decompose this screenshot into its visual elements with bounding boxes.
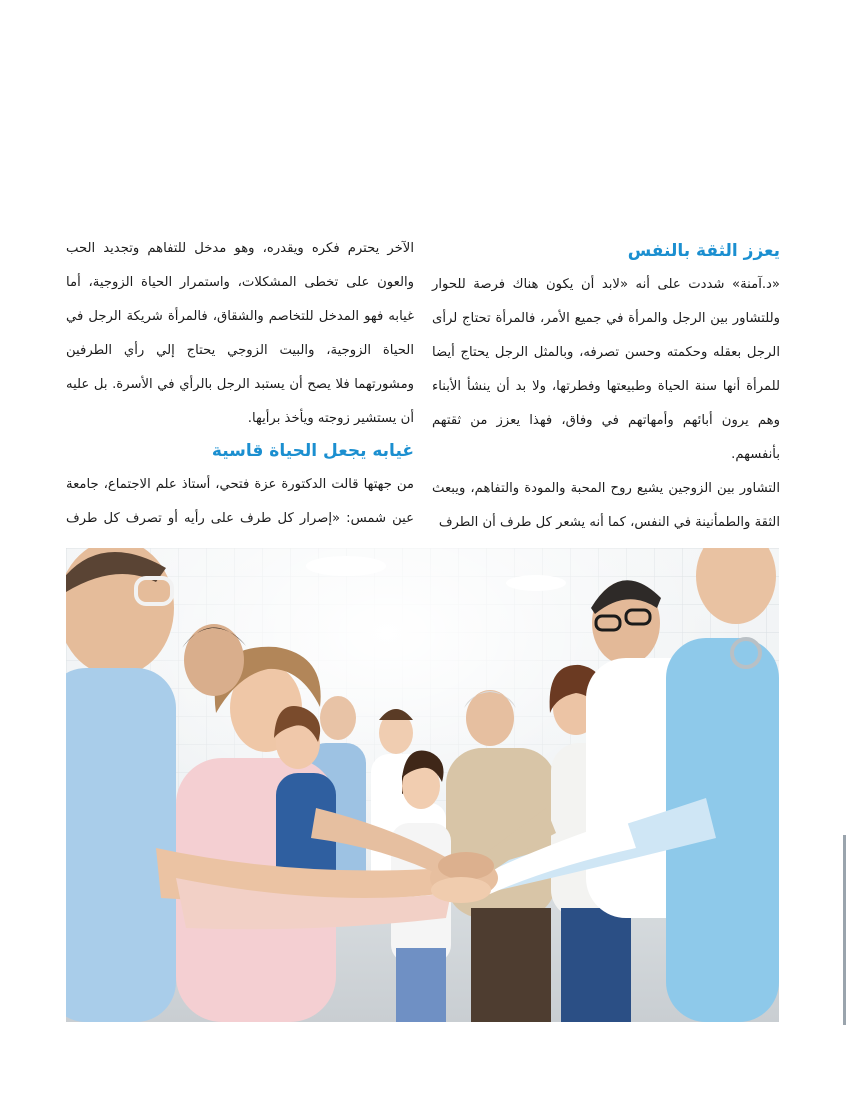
right-text-column [432, 232, 780, 540]
left-text-column [66, 232, 414, 570]
section-heading-self-confidence: يعزز الثقة بالنفس [627, 241, 780, 261]
body-paragraph: الآخر يحترم فكره ويقدره، وهو مدخل للتفاهم وتجديد الحب والعون على تخطى المشكلات، واستمرار الحياة الزوجية، أما غيابه فهو المدخل للتخاصم والشقاق، فالمرأة شريكة الرجل في الحياة الزوجية، والبيت الزوجي يحتاج إلي رأي الطرفين ومشورتهما فلا يصح أن يستبد الرجل بالرأي في الأسرة. بل عليه أن يستشير زوجته ويأخذ برأيها. [66, 241, 414, 426]
body-paragraph: التشاور بين الزوجين يشيع روح المحبة والمودة والتفاهم، ويبعث الثقة والطمأنينة في النفس، كما أنه يشعر كل طرف أن الطرف [432, 481, 780, 530]
body-paragraph: «د.آمنة» شددت على أنه «لابد أن يكون هناك فرصة للحوار وللتشاور بين الرجل والمرأة في جميع الأمر، فالمرأة تحتاج لرأى الرجل بعقله وحكمته وحسن تصرفه، وبالمثل الرجل يحتاج أيضا للمرأة أنها سنة الحياة وطبيعتها وفطرتها، ولا بد أن ينشأ الأبناء وهم يرون أبائهم وأمهاتهم في وفاق، فهذا يعزز من ثقتهم بأنفسهم. [432, 277, 780, 462]
group-hands-together-photo [66, 548, 779, 1022]
body-paragraph: من جهتها قالت الدكتورة عزة فتحي، أستاذ علم الاجتماع، جامعة عين شمس: «إصرار كل طرف على رأيه أو تصرف كل طرف [66, 477, 414, 526]
section-heading-harsh-life: غيابه يجعل الحياة قاسية [211, 441, 414, 461]
